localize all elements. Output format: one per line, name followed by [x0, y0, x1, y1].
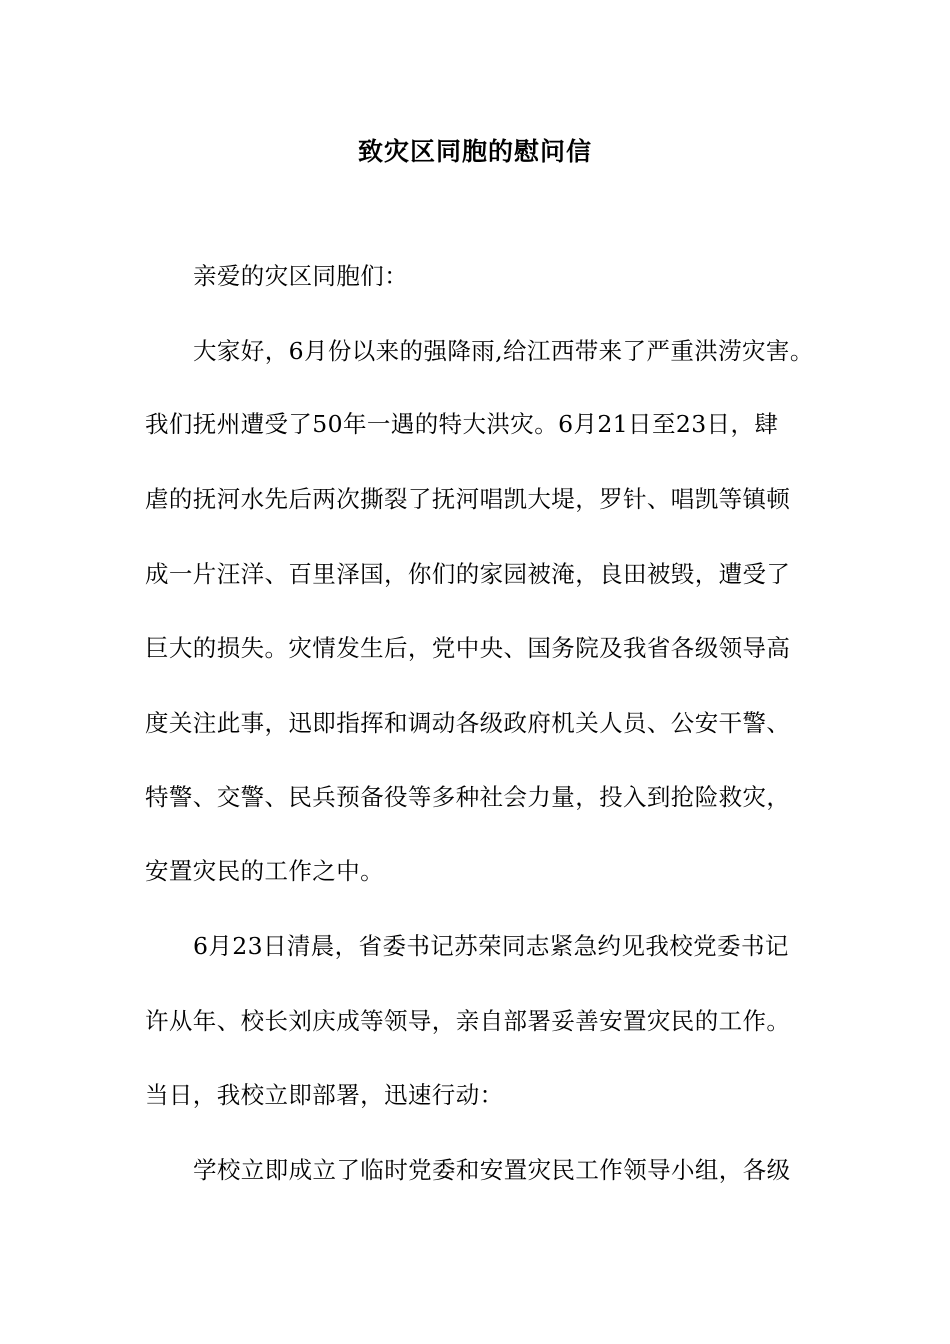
body-line: 学校立即成立了临时党委和安置灾民工作领导小组，各级: [193, 1156, 791, 1184]
body-line: 安置灾民的工作之中。: [145, 857, 384, 885]
body-line: 许从年、校长刘庆成等领导，亲自部署妥善安置灾民的工作。: [145, 1007, 791, 1035]
body-line: 虐的抚河水先后两次撕裂了抚河唱凯大堤，罗针、唱凯等镇顿: [145, 485, 791, 513]
body-line: 大家好，6月份以来的强降雨,给江西带来了严重洪涝灾害。: [193, 337, 814, 365]
body-line: 巨大的损失。灾情发生后，党中央、国务院及我省各级领导高: [145, 634, 791, 662]
body-line: 我们抚州遭受了50年一遇的特大洪灾。6月21日至23日，肆: [145, 410, 779, 438]
body-line: 特警、交警、民兵预备役等多种社会力量，投入到抢险救灾，: [145, 783, 791, 811]
body-line: 度关注此事，迅即指挥和调动各级政府机关人员、公安干警、: [145, 709, 791, 737]
body-line: 成一片汪洋、百里泽国，你们的家园被淹，良田被毁，遭受了: [145, 560, 791, 588]
body-line: 6月23日清晨，省委书记苏荣同志紧急约见我校党委书记: [193, 932, 789, 960]
letter-title: 致灾区同胞的慰问信: [357, 137, 592, 166]
body-line: 当日，我校立即部署，迅速行动：: [145, 1081, 504, 1109]
salutation: 亲爱的灾区同胞们：: [193, 262, 409, 290]
